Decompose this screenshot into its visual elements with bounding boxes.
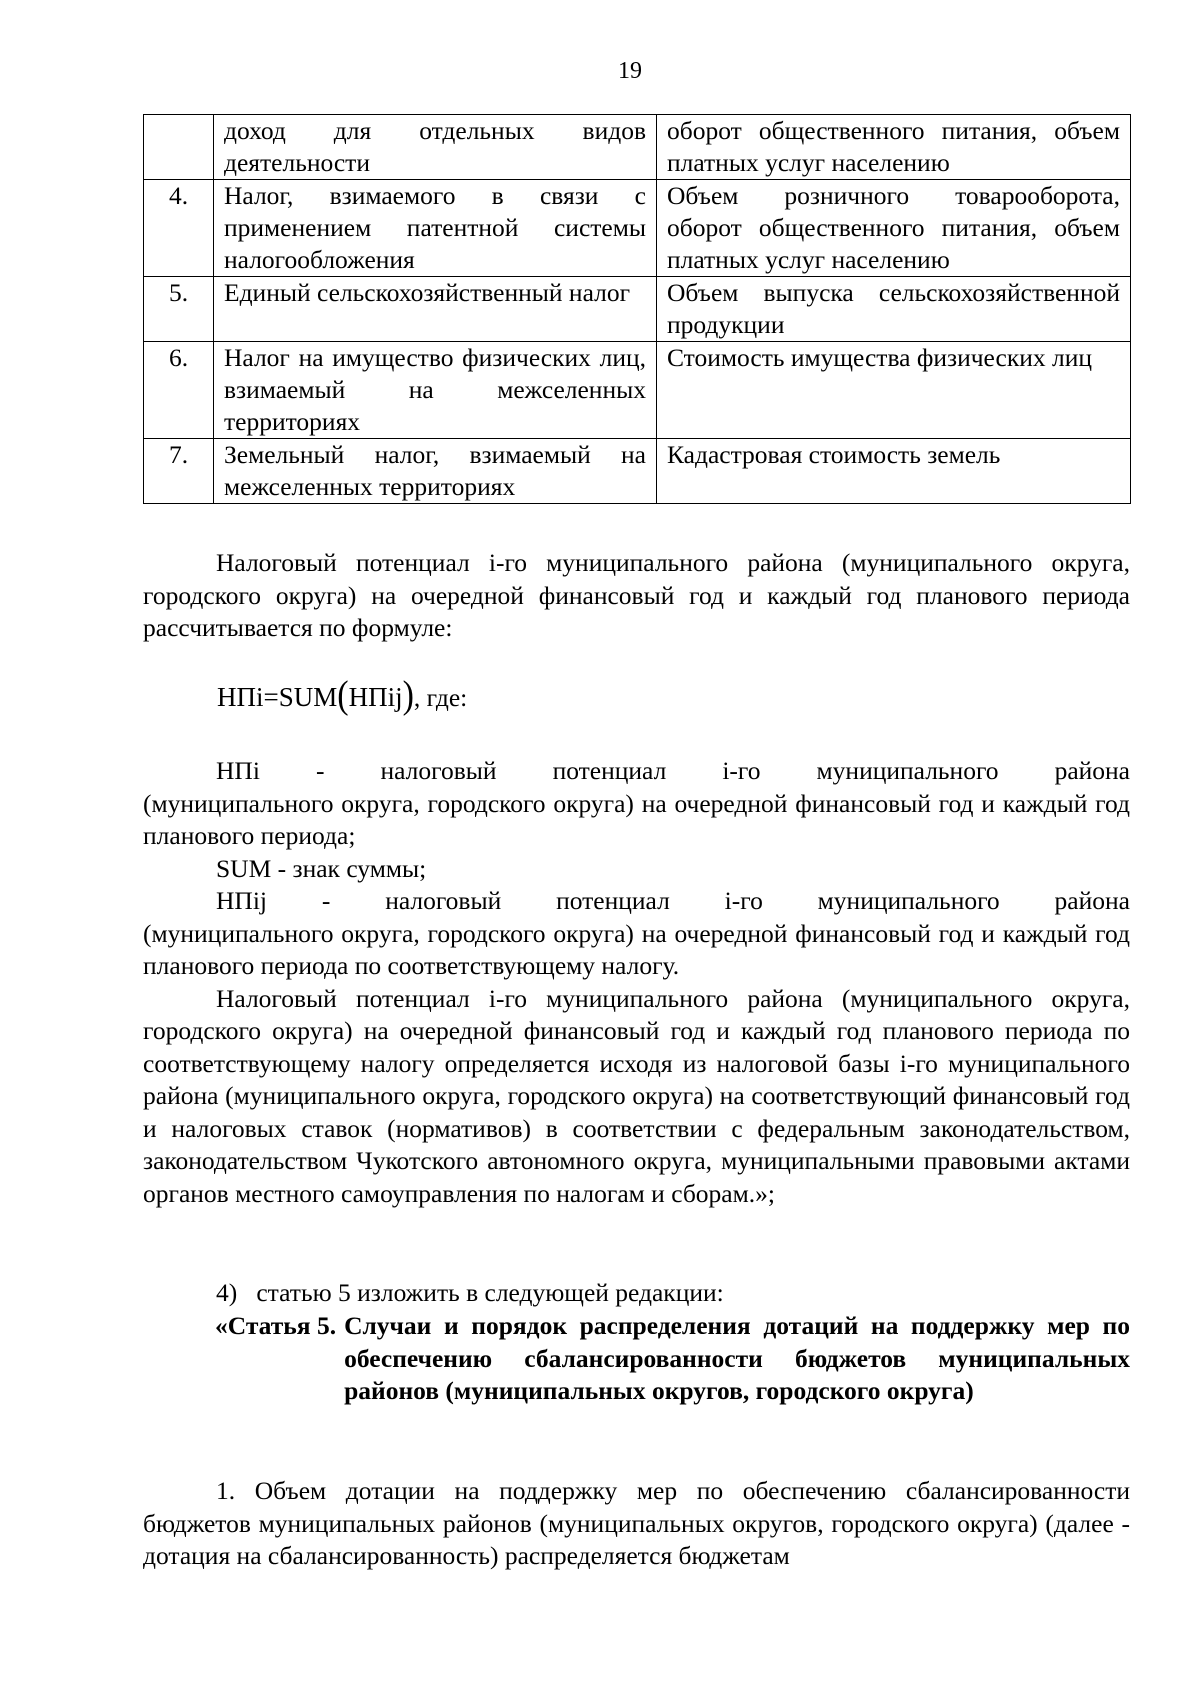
- formula-sum: SUM: [278, 682, 338, 712]
- npi-word: налоговый: [380, 756, 497, 785]
- tax-potential-paragraph: Налоговый потенциал i-го муниципального района (муниципального округа, городского округа) на очередной финансовый год и каждый год планового периода по соответствующему налогу определяется исходя из налоговой базы i-го муниципального района (муниципального округа, городского округа) на соответствующий финансовый год и налоговых ставок (нормативов) в соответствии с федеральным законодательством, законодательством Чукотского автономного округа, муниципальными правовыми актами органов местного самоуправления по налогам и сборам.»;: [143, 983, 1130, 1208]
- definition-sum: SUM - знак суммы;: [216, 853, 427, 883]
- tax-base-cell: Объем выпуска сельскохозяйственной продукции: [657, 277, 1131, 342]
- npi-word: i-го: [722, 756, 761, 785]
- definition-npij-first-line: [143, 885, 1130, 918]
- page-number: 19: [618, 58, 642, 84]
- row-number: [144, 115, 214, 180]
- tax-base-cell: Стоимость имущества физических лиц: [657, 342, 1131, 439]
- amendment-item: 4) статью 5 изложить в следующей редакции:: [216, 1278, 724, 1307]
- npij-word: потенциал: [556, 886, 670, 915]
- npi-word: муниципального: [816, 756, 999, 785]
- npi-word: потенциал: [552, 756, 667, 785]
- article-heading: [215, 1310, 1130, 1408]
- npij-dash: -: [321, 886, 331, 915]
- intro-paragraph: Налоговый потенциал i-го муниципального района (муниципального округа, городского округа) на очередной финансовый год и каждый год планового периода рассчитывается по формуле:: [143, 548, 1130, 642]
- row-number: 6.: [144, 342, 214, 439]
- tax-name-cell: Единый сельскохозяйственный налог: [214, 277, 657, 342]
- row-number: 4.: [144, 180, 214, 277]
- formula-where: , где:: [413, 683, 468, 712]
- npi-symbol: НПi: [216, 756, 260, 785]
- npi-word: района: [1054, 756, 1130, 785]
- amendment-block: [143, 1277, 1130, 1310]
- tax-base-table: [143, 114, 1131, 504]
- npi-dash: -: [315, 756, 325, 785]
- point-1-block: [143, 1475, 1130, 1573]
- npij-word: района: [1054, 886, 1130, 915]
- table-row: [144, 180, 1131, 277]
- intro-block: [143, 547, 1130, 645]
- formula-lhs: НПi: [217, 682, 264, 712]
- table-row: [144, 342, 1131, 439]
- formula-argument: НПij: [348, 682, 403, 712]
- definition-npij-rest: (муниципального округа, городского округа) на очередной финансовый год и каждый год планового периода по соответствующему налогу.: [143, 918, 1130, 980]
- tax-name-cell: Налог, взимаемого в связи с применением патентной системы налогообложения: [214, 180, 657, 277]
- formula: НПi=SUM(НПij), где:: [217, 674, 468, 717]
- npij-symbol: НПij: [216, 886, 267, 915]
- definition-npi-rest: (муниципального округа, городского округа) на очередной финансовый год и каждый год планового периода;: [143, 788, 1130, 850]
- tax-base-cell: Объем розничного товарооборота, оборот общественного питания, объем платных услуг населению: [657, 180, 1131, 277]
- table-row: [144, 115, 1131, 180]
- definitions-block: [143, 755, 1130, 1210]
- formula-equals: =: [263, 682, 279, 712]
- tax-base-cell: оборот общественного питания, объем платных услуг населению: [657, 115, 1131, 180]
- table-row: [144, 439, 1131, 504]
- tax-name-cell: Земельный налог, взимаемый на межселенных территориях: [214, 439, 657, 504]
- definition-npi-first-line: [143, 755, 1130, 788]
- npij-word: i-го: [724, 886, 763, 915]
- npij-word: налоговый: [385, 886, 502, 915]
- tax-name-cell: Налог на имущество физических лиц, взимаемый на межселенных территориях: [214, 342, 657, 439]
- article-label: «Статья 5.: [215, 1311, 337, 1340]
- table-row: [144, 277, 1131, 342]
- point-1-paragraph: 1. Объем дотации на поддержку мер по обеспечению сбалансированности бюджетов муниципальных районов (муниципальных округов, городского округа) (далее - дотация на сбалансированность) распределяется бюджетам: [143, 1476, 1130, 1570]
- row-number: 7.: [144, 439, 214, 504]
- row-number: 5.: [144, 277, 214, 342]
- tax-name-cell: доход для отдельных видов деятельности: [214, 115, 657, 180]
- npij-word: муниципального: [817, 886, 1000, 915]
- tax-base-cell: Кадастровая стоимость земель: [657, 439, 1131, 504]
- article-title: Случаи и порядок распределения дотаций на поддержку мер по обеспечению сбалансированности бюджетов муниципальных районов (муниципальных округов, городского округа): [344, 1311, 1130, 1405]
